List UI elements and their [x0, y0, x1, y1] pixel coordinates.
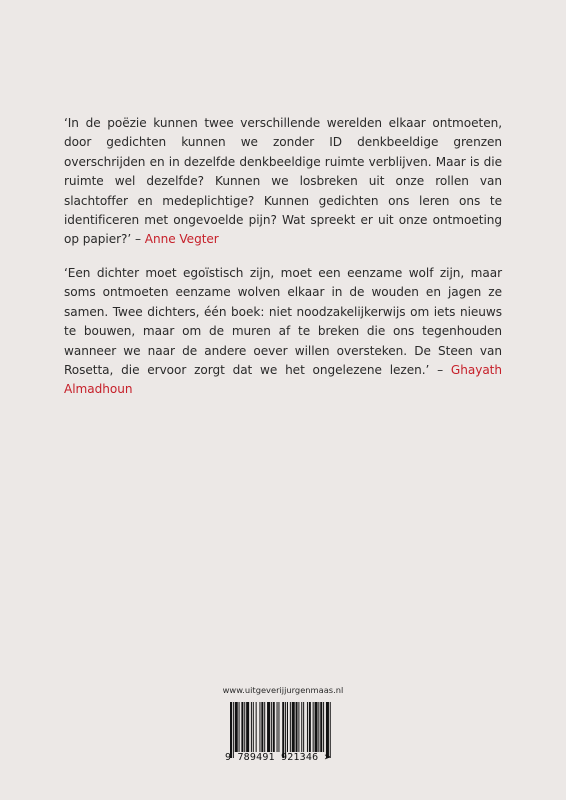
- barcode-bar: [285, 702, 286, 758]
- barcode-bar: [267, 702, 270, 752]
- barcode-bar: [307, 702, 308, 752]
- quote-ghayath-almadhoun: [64, 264, 502, 400]
- barcode-bar: [244, 702, 245, 752]
- isbn-digits: 9 789491 921346 >: [225, 752, 331, 763]
- barcode-bar: [277, 702, 278, 752]
- barcode-bar: [296, 702, 298, 752]
- barcode-bar: [251, 702, 252, 752]
- barcode-bar: [330, 702, 331, 758]
- barcode-bar: [264, 702, 265, 752]
- barcode-bar: [320, 702, 322, 752]
- barcode-bar: [290, 702, 291, 752]
- quote-text: ‘In de poëzie kunnen twee verschillende werelden elkaar ontmoeten, door gedichten kunnen we zonder ID denkbeeldige grenzen overschrijden en in dezelfde denkbeeldige ruimte verblijven. Maar is die ruimte wel dezelfde? Kunnen we losbreken uit onze rollen van slachtoffer en medeplichtige? Kunnen gedichten ons leren ons te identificeren met ongevoelde pijn? Wat spreekt er uit onze ontmoeting op papier?’ –: [64, 116, 502, 247]
- barcode-bar: [253, 702, 254, 752]
- barcode-bar: [287, 702, 288, 752]
- barcode-bar: [292, 702, 295, 752]
- quote-author: Anne Vegter: [144, 232, 219, 247]
- barcode-bar: [326, 702, 329, 758]
- barcode-bar: [301, 702, 302, 752]
- barcode-bar: [246, 702, 249, 752]
- barcode-bar: [271, 702, 272, 752]
- quote-text: ‘Een dichter moet egoïstisch zijn, moet een eenzame wolf zijn, maar soms ontmoeten eenzame wolven elkaar in de wouden en jagen ze samen. Twee dichters, één boek: niet noodzakelijkerwijs om iets nieuws te bouwen, maar om de muren af te breken die ons tegenhouden wanneer we naar de andere oever willen oversteken. De Steen van Rosetta, die ervoor zorgt dat we het ongelezene lezen.’ –: [64, 266, 502, 378]
- barcode-bar: [239, 702, 240, 752]
- barcode-bar: [318, 702, 319, 752]
- barcode-bar: [233, 702, 234, 758]
- barcode-bar: [273, 702, 275, 752]
- barcode-bar: [323, 702, 324, 752]
- barcode-bar: [259, 702, 260, 752]
- quote-anne-vegter: [64, 114, 502, 250]
- publisher-website: www.uitgeverijjurgenmaas.nl: [222, 685, 344, 695]
- barcode-bar: [256, 702, 257, 752]
- barcode-bar: [235, 702, 238, 752]
- barcode-bar: [313, 702, 314, 752]
- barcode-bar: [298, 702, 299, 752]
- barcode-bar: [241, 702, 243, 752]
- barcode-bar: [230, 702, 232, 758]
- barcode-bar: [309, 702, 311, 752]
- barcode-bar: [261, 702, 263, 752]
- barcode-bar: [282, 702, 284, 758]
- barcode-bar: [303, 702, 304, 752]
- barcode-bar: [315, 702, 318, 752]
- quote-author: Ghayath Almadhoun: [64, 363, 502, 397]
- barcode-bar: [278, 702, 279, 752]
- isbn-barcode: [222, 702, 352, 766]
